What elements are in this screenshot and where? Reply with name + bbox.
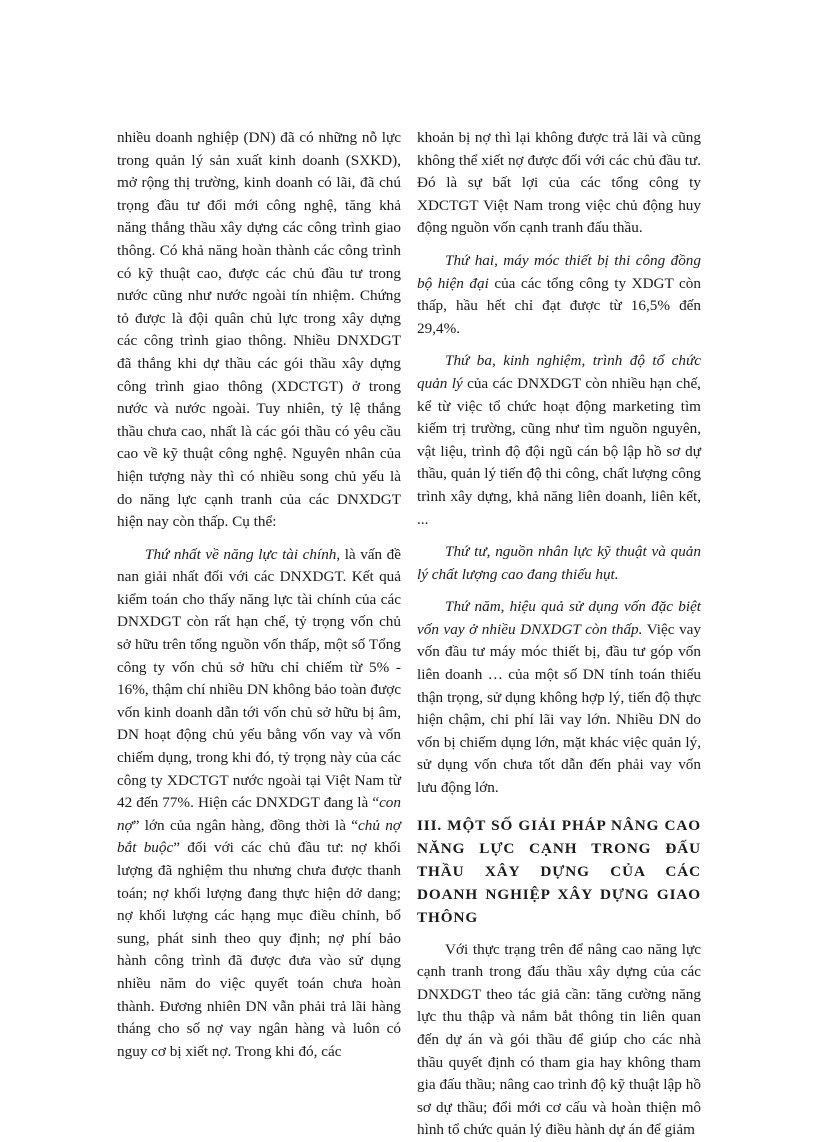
paragraph-human-resources — [417, 541, 701, 586]
paragraph-equipment — [417, 250, 701, 340]
italic-lead: Thứ năm, hiệu quả sử dụng vốn đặc biệt vốn vay ở nhiều DNXDGT còn thấp. — [417, 598, 701, 638]
paragraph-financial-capacity — [117, 544, 401, 1064]
italic-lead: Thứ hai, máy móc thiết bị thi công đồng bộ hiện đại — [417, 251, 701, 292]
paragraph-experience — [417, 350, 701, 531]
italic-term: chủ nợ bắt buộc — [117, 816, 401, 857]
italic-lead: Thứ tư, nguồn nhân lực kỹ thuật và quản lý chất lượng cao đang thiếu hụt. — [417, 543, 701, 583]
italic-lead: Thứ ba, kinh nghiệm, trình độ tổ chức quản lý — [417, 352, 701, 392]
section-heading: III. MỘT SỐ GIẢI PHÁP NÂNG CAO NĂNG LỰC CẠNH TRONG ĐẤU THẦU XÂY DỰNG CỦA CÁC DOANH NGHIỆP XÂY DỰNG GIAO THÔNG — [417, 816, 701, 926]
italic-lead: Thứ nhất về năng lực tài chính — [145, 545, 337, 563]
paragraph-text: của các tổng công ty XDGT còn thấp, hầu hết chỉ đạt được từ 16,5% đến 29,4%. — [417, 274, 701, 337]
paragraph-text: , là vấn đề nan giải nhất đối với các DNXDGT. Kết quả kiểm toán cho thấy năng lực tài chính của các DNXDGT còn rất hạn chế, tỷ trọng vốn chủ sở hữu trên tổng nguồn vốn thấp, một số Tổng công ty vốn chủ sở hữu chỉ chiếm từ 5% - 16%, thậm chí nhiều DN không bảo toàn được vốn kinh doanh dẫn tới vốn chủ sở hữu bị âm, DN hoạt động chủ yếu bằng vốn vay và vốn chiếm dụng, trong khi đó, tỷ trọng này của các công ty XDCTGT nước ngoài tại Việt Nam từ 42 đến 77%. Hiện các DNXDGT đang là “ — [117, 545, 401, 812]
paragraph-text: ” đối với các chủ đầu tư: nợ khối lượng đã nghiệm thu nhưng chưa được thanh toán; nợ khối lượng đang thực hiện dở dang; nợ khối lượng các hạng mục điều chỉnh, bổ sung, phát sinh theo quy định; nợ phí bảo hành công trình đã được đưa vào sử dụng nhiều năm do việc quyết toán chưa hoàn thành. Đương nhiên DN vẫn phải trả lãi hàng tháng cho số nợ vay ngân hàng và luôn có nguy cơ bị xiết nợ. Trong khi đó, các — [117, 839, 401, 1060]
paragraph-continued: khoản bị nợ thì lại không được trả lãi và cũng không thể xiết nợ được đối với các chủ đầu tư. Đó là sự bất lợi của các tổng công ty XDCTGT Việt Nam trong việc chủ động huy động nguồn vốn cạnh tranh đấu thầu. — [417, 129, 701, 237]
paragraph-intro: nhiều doanh nghiệp (DN) đã có những nỗ lực trong quản lý sản xuất kinh doanh (SXKD), mở rộng thị trường, kinh doanh có lãi, đã chú trọng đầu tư đổi mới công nghệ, tăng khả năng thắng thầu xây dựng các công trình giao thông. Có khả năng hoàn thành các công trình có kỹ thuật cao, được các chủ đầu tư trong nước cũng như nước ngoài tín nhiệm. Chứng tỏ được là đội quân chủ lực trong xây dựng các công trình giao thông. Nhiều DNXDGT đã thắng khi dự thầu các gói thầu xây dựng công trình giao thông (XDCTGT) ở trong nước và nước ngoài. Tuy nhiên, tỷ lệ thắng thầu chưa cao, nhất là các gói thầu có yêu cầu cao về kỹ thuật công nghệ. Nguyên nhân của hiện tượng này thì có nhiều song chủ yếu là do năng lực cạnh tranh của các DNXDGT hiện nay còn thấp. Cụ thể: — [117, 129, 401, 531]
left-column — [117, 127, 401, 1063]
paragraph-text: Việc vay vốn đầu tư máy móc thiết bị, đầu tư góp vốn liên doanh … của một số DN tính toán thiếu thận trọng, sử dụng không hợp lý, tiến độ thực hiện chậm, chi phí lãi vay lớn. Nhiều DN do vốn bị chiếm dụng lớn, mặt khác việc quản lý, sử dụng vốn chưa tốt dẫn đến phải vay vốn lưu động lớn. — [417, 620, 701, 797]
paragraph-solutions: Với thực trạng trên để nâng cao năng lực cạnh tranh trong đấu thầu xây dựng của các DNXDGT theo tác giả cần: tăng cường năng lực thu thập và nắm bắt thông tin liên quan đến dự án và gói thầu để giúp cho các nhà thầu quyết định có tham gia hay không tham gia đấu thầu; nâng cao trình độ kỹ thuật lập hồ sơ dự thầu; đổi mới cơ cấu và hoàn thiện mô hình tổ chức quản lý điều hành dự án để giảm — [417, 940, 701, 1139]
paragraph-text: của các DNXDGT còn nhiều hạn chế, kể từ việc tổ chức hoạt động marketing tìm kiếm trị trường, cũng như tìm nguồn nguyên, vật liệu, trình độ đội ngũ cán bộ lập hồ sơ dự thầu, quản lý tiến độ thi công, chất lượng công trình xây dựng, khả năng liên doanh, liên kết, ... — [417, 374, 701, 528]
paragraph-capital-efficiency — [417, 596, 701, 799]
italic-term: con nợ — [117, 794, 401, 834]
right-column — [417, 127, 701, 1142]
paragraph-text: ” lớn của ngân hàng, đồng thời là “ — [132, 816, 359, 834]
